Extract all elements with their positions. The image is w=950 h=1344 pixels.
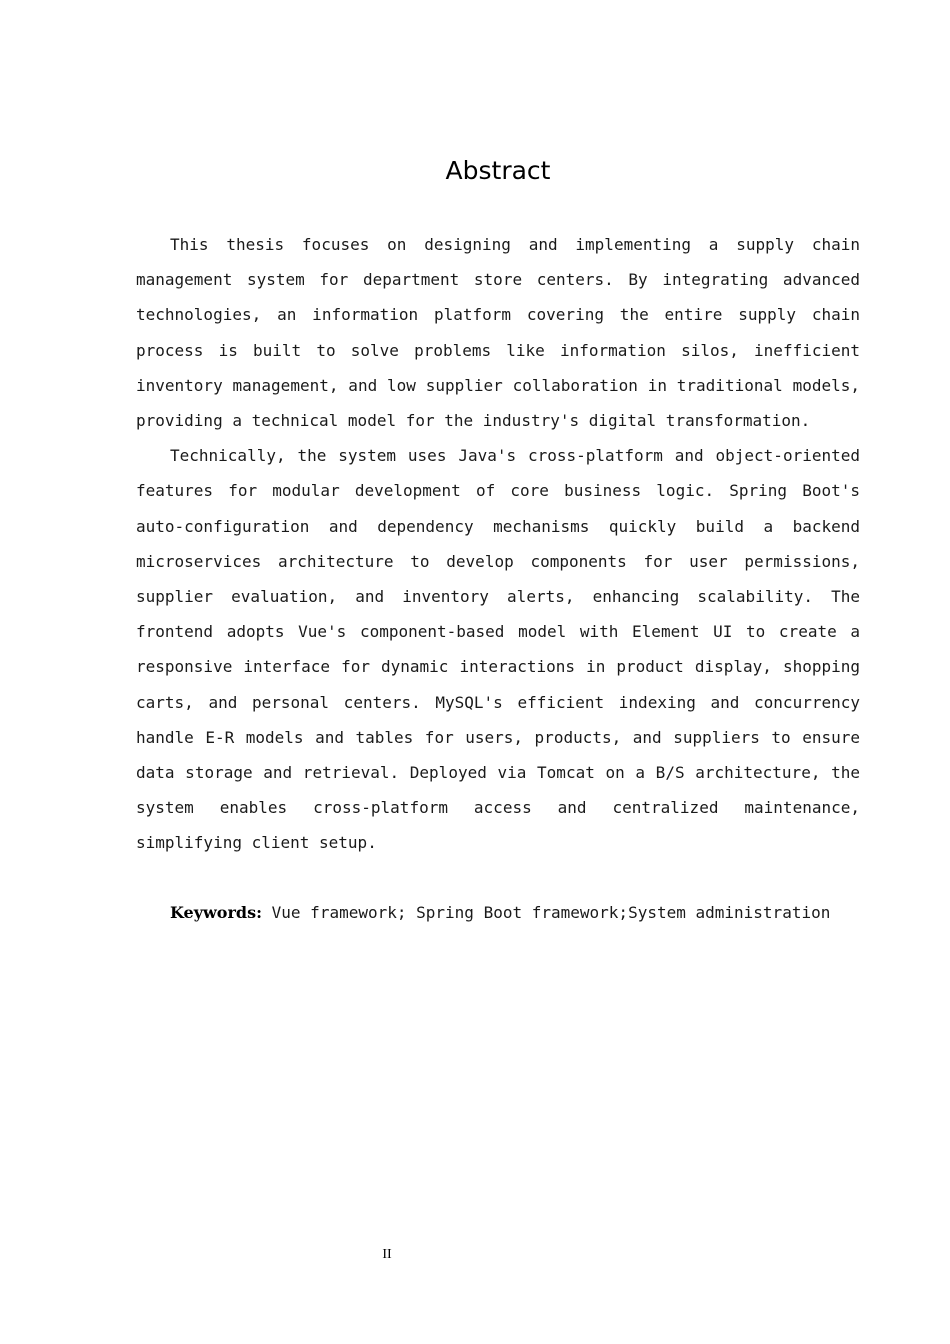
keywords-value: Vue framework; Spring Boot framework;System administration xyxy=(262,903,831,922)
abstract-body xyxy=(136,227,860,861)
abstract-paragraph-1: This thesis focuses on designing and implementing a supply chain management system for department store centers. By integrating advanced technologies, an information platform covering the entire supply chain process is built to solve problems like information silos, inefficient inventory management, and low supplier collaboration in traditional models, providing a technical model for the industry's digital transformation. xyxy=(136,235,860,431)
keywords-label: Keywords: xyxy=(170,903,263,922)
abstract-paragraph-2: Technically, the system uses Java's cross-platform and object-oriented features for modular development of core business logic. Spring Boot's auto-configuration and dependency mechanisms quickly build a backend microservices architecture to develop components for user permissions, supplier evaluation, and inventory alerts, enhancing scalability. The frontend adopts Vue's component-based model with Element UI to create a responsive interface for dynamic interactions in product display, shopping carts, and personal centers. MySQL's efficient indexing and concurrency handle E-R models and tables for users, products, and suppliers to ensure data storage and retrieval. Deployed via Tomcat on a B/S architecture, the system enables cross-platform access and centralized maintenance, simplifying client setup. xyxy=(136,446,860,853)
page-title: Abstract xyxy=(445,156,551,185)
keywords-line xyxy=(170,895,870,930)
page-number: II xyxy=(382,1247,392,1262)
